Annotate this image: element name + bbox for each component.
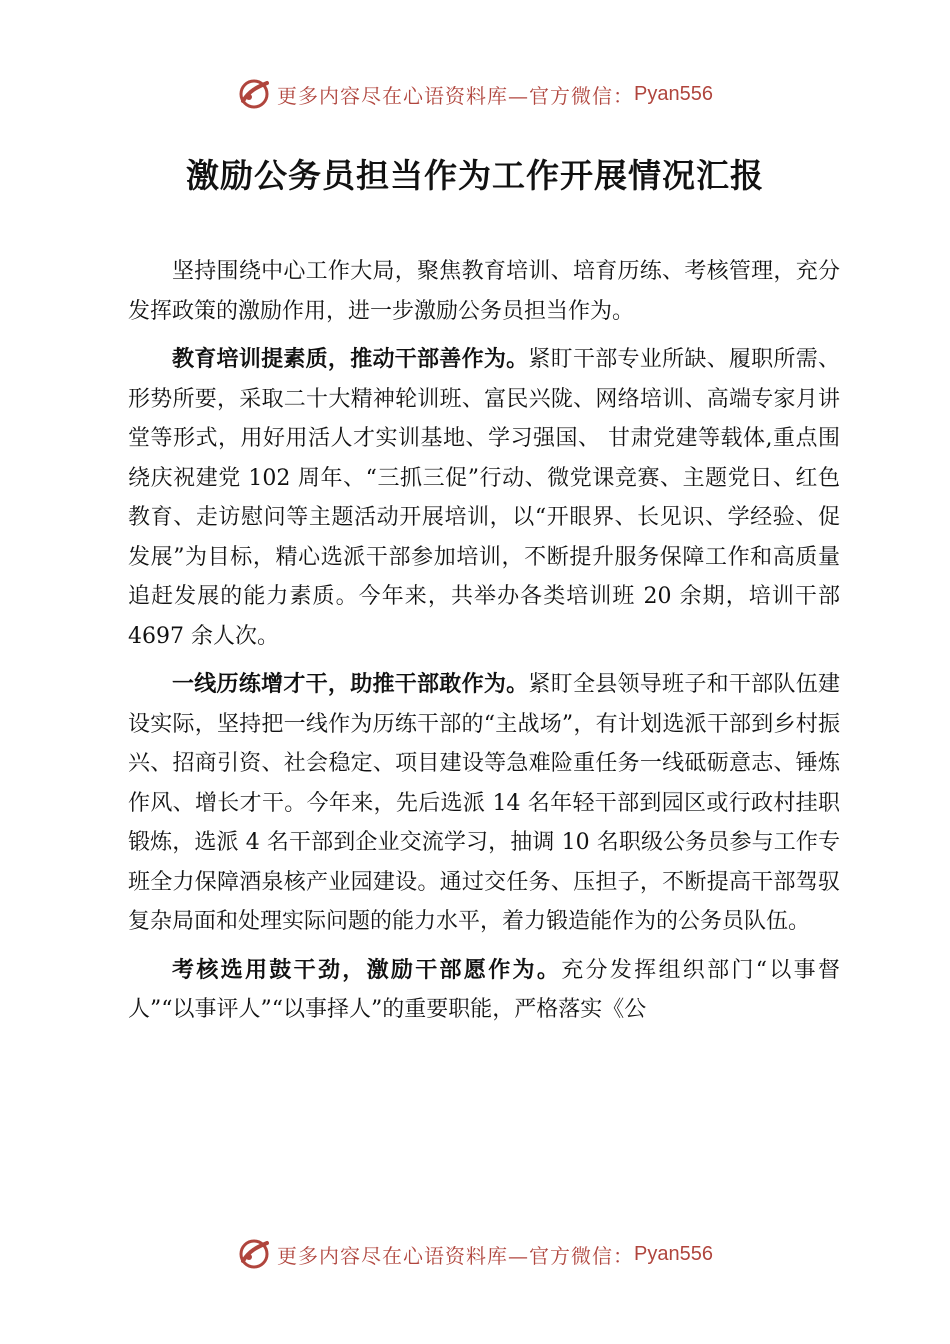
paragraph-assessment: [128, 951, 840, 1030]
document-body: [128, 252, 840, 1039]
brush-circle-logo-icon: [237, 1237, 271, 1271]
watermark-text: 更多内容尽在心语资料库—官方微信：: [277, 1243, 635, 1268]
paragraph-text: 紧盯全县领导班子和干部队伍建设实际，坚持把一线作为历练干部的“主战场”，有计划选派干部到乡村振兴、招商引资、社会稳定、项目建设等急难险重任务一线砥砺意志、锤炼作风、增长才干。今年来，先后选派 14 名年轻干部到园区或行政村挂职锻炼，选派 4 名干部到企业交流学习，抽调 10 名职级公务员参与工作专班全力保障酒泉核产业园建设。通过交任务、压担子，不断提高干部驾驭复杂局面和处理实际问题的能力水平，着力锻造能作为的公务员队伍。: [128, 672, 840, 934]
paragraph-text: 紧盯干部专业所缺、履职所需、形势所要，采取二十大精神轮训班、富民兴陇、网络培训、高端专家月讲堂等形式，用好用活人才实训基地、学习强国、 甘肃党建等载体,重点围绕庆祝建党 102 周年、“三抓三促”行动、微党课竞赛、主题党日、红色教育、走访慰问等主题活动开展培训，以“开眼界、长见识、学经验、促发展”为目标，精心选派干部参加培训，不断提升服务保障工作和高质量追赶发展的能力素质。今年来，共举办各类培训班 20 余期，培训干部 4697 余人次。: [128, 347, 840, 649]
paragraph-education: [128, 340, 840, 656]
paragraph-lead: 一线历练增才干，助推干部敢作为。: [172, 672, 529, 697]
paragraph-lead: 教育培训提素质，推动干部善作为。: [172, 347, 529, 372]
paragraph-text: 坚持围绕中心工作大局，聚焦教育培训、培育历练、考核管理，充分发挥政策的激励作用，进一步激励公务员担当作为。: [128, 259, 840, 324]
watermark-text: 更多内容尽在心语资料库—官方微信：: [277, 83, 635, 108]
watermark-footer: [0, 1234, 950, 1274]
paragraph-frontline: [128, 665, 840, 942]
watermark-header: [0, 74, 950, 114]
paragraph-lead: 考核选用鼓干劲，激励干部愿作为。: [172, 957, 562, 983]
brush-circle-logo-icon: [237, 77, 271, 111]
watermark-id: Pyan556: [634, 1242, 713, 1265]
document-title: 激励公务员担当作为工作开展情况汇报: [186, 156, 764, 195]
paragraph-text: 充分发挥组织部门“以事督人”“以事评人”“以事择人”的重要职能，严格落实《公: [128, 957, 840, 1022]
paragraph-intro: [128, 252, 840, 331]
watermark-id: Pyan556: [634, 82, 713, 105]
